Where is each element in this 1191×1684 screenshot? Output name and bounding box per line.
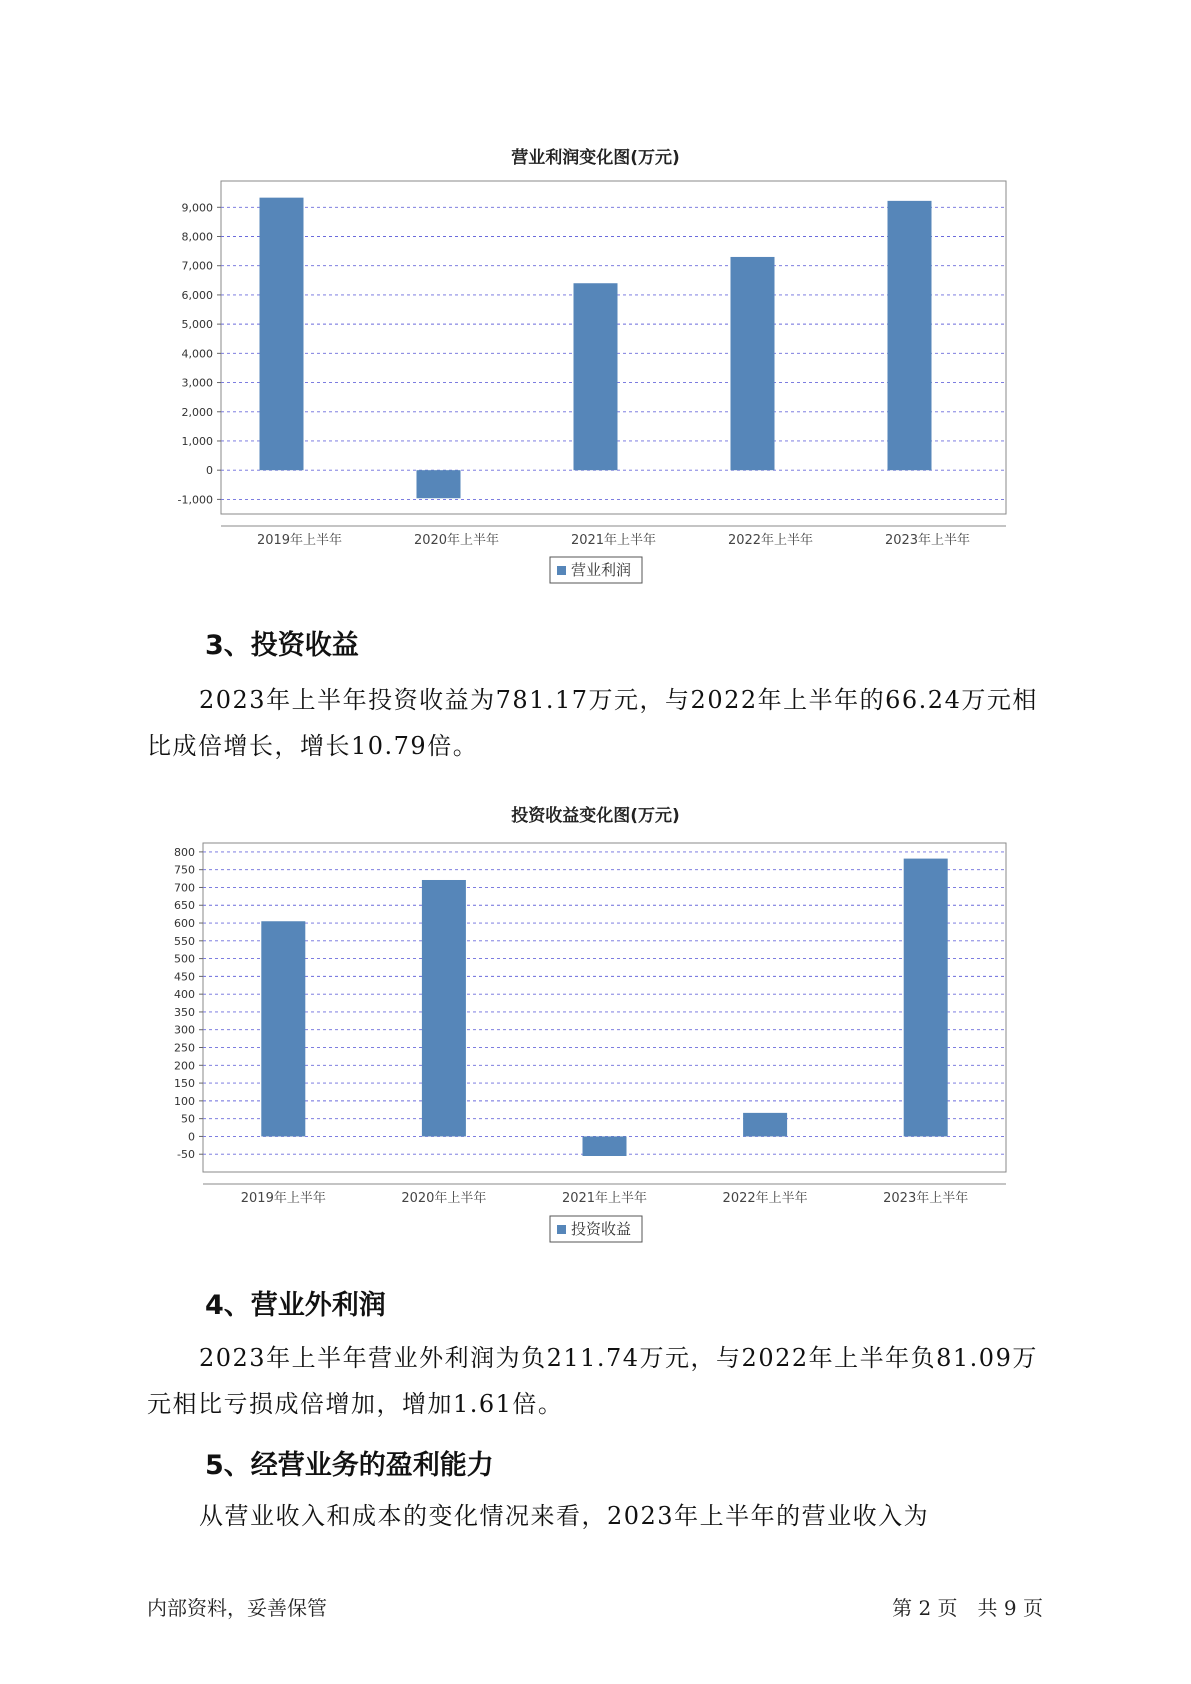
section-3-heading: 3、投资收益 xyxy=(205,630,359,661)
x-tick-label: 2022年上半年 xyxy=(727,533,814,548)
y-tick-label: 3,000 xyxy=(181,376,213,390)
y-tick-label: 0 xyxy=(188,1130,195,1144)
y-tick-label: 7,000 xyxy=(181,259,213,273)
x-tick-label: 2022年上半年 xyxy=(722,1191,808,1206)
y-tick-label: 6,000 xyxy=(181,288,213,302)
y-tick-label: 5,000 xyxy=(181,318,213,332)
chart-legend xyxy=(550,1216,642,1242)
section-4-line-1: 2023年上半年营业外利润为负211.74万元，与2022年上半年负81.09万 xyxy=(199,1344,1038,1372)
bar-1 xyxy=(261,921,305,1136)
y-tick-label: 200 xyxy=(174,1059,195,1073)
x-tick-label: 2021年上半年 xyxy=(570,533,657,548)
y-tick-label: 700 xyxy=(174,881,195,895)
y-tick-label: 150 xyxy=(174,1077,195,1091)
y-tick-label: 300 xyxy=(174,1023,195,1037)
x-tick-label: 2021年上半年 xyxy=(561,1191,648,1206)
footer-page-number: 第 2 页 共 9 页 xyxy=(892,1596,1043,1620)
x-tick-label: 2020年上半年 xyxy=(401,1191,487,1206)
y-tick-label: 0 xyxy=(206,464,213,478)
y-tick-label: 650 xyxy=(174,899,195,913)
y-tick-label: 100 xyxy=(174,1094,195,1108)
x-tick-label: 2020年上半年 xyxy=(413,533,500,548)
y-tick-label: 500 xyxy=(174,952,195,966)
y-tick-label: 9,000 xyxy=(181,201,213,215)
y-tick-label: 1,000 xyxy=(181,434,213,448)
chart2-title: 投资收益变化图(万元) xyxy=(511,806,680,826)
y-tick-label: 250 xyxy=(174,1041,195,1055)
chart1-title: 营业利润变化图(万元) xyxy=(511,148,680,168)
x-tick-label: 2023年上半年 xyxy=(883,1191,969,1206)
legend-swatch xyxy=(557,1225,566,1234)
section-4-line-2: 元相比亏损成倍增加，增加1.61倍。 xyxy=(147,1390,564,1418)
plot-area xyxy=(203,843,1006,1172)
y-tick-label: 450 xyxy=(174,970,195,984)
bar-4 xyxy=(743,1113,787,1137)
legend-label: 投资收益 xyxy=(571,1220,632,1238)
x-tick-label: 2023年上半年 xyxy=(884,533,971,548)
section-5-paragraph xyxy=(147,1493,1067,1539)
footer-left: 内部资料，妥善保管 xyxy=(147,1596,327,1620)
legend-label: 营业利润 xyxy=(571,561,632,579)
x-tick-label: 2019年上半年 xyxy=(240,1191,326,1206)
y-tick-label: 2,000 xyxy=(181,405,213,419)
y-tick-label: 750 xyxy=(174,863,195,877)
y-tick-label: 50 xyxy=(181,1112,195,1126)
section-3-line-1: 2023年上半年投资收益为781.17万元，与2022年上半年的66.24万元相 xyxy=(199,686,1038,714)
y-tick-label: 350 xyxy=(174,1005,195,1019)
y-tick-label: 8,000 xyxy=(181,230,213,244)
section-5-heading: 5、经营业务的盈利能力 xyxy=(205,1450,494,1481)
bar-5 xyxy=(904,859,948,1137)
bar-3 xyxy=(583,1136,627,1156)
section-5-line-1: 从营业收入和成本的变化情况来看，2023年上半年的营业收入为 xyxy=(199,1502,930,1530)
x-tick-label: 2019年上半年 xyxy=(256,533,343,548)
y-tick-label: 600 xyxy=(174,917,195,931)
y-tick-label: 4,000 xyxy=(181,347,213,361)
section-4-heading: 4、营业外利润 xyxy=(205,1290,386,1321)
y-tick-label: 550 xyxy=(174,934,195,948)
y-tick-label: -1,000 xyxy=(177,493,213,507)
section-4-paragraph xyxy=(147,1335,1067,1427)
bar-2 xyxy=(422,880,466,1136)
y-tick-label: 400 xyxy=(174,988,195,1002)
y-tick-label: -50 xyxy=(177,1148,195,1162)
section-3-line-2: 比成倍增长，增长10.79倍。 xyxy=(147,732,479,760)
y-tick-label: 800 xyxy=(174,845,195,859)
